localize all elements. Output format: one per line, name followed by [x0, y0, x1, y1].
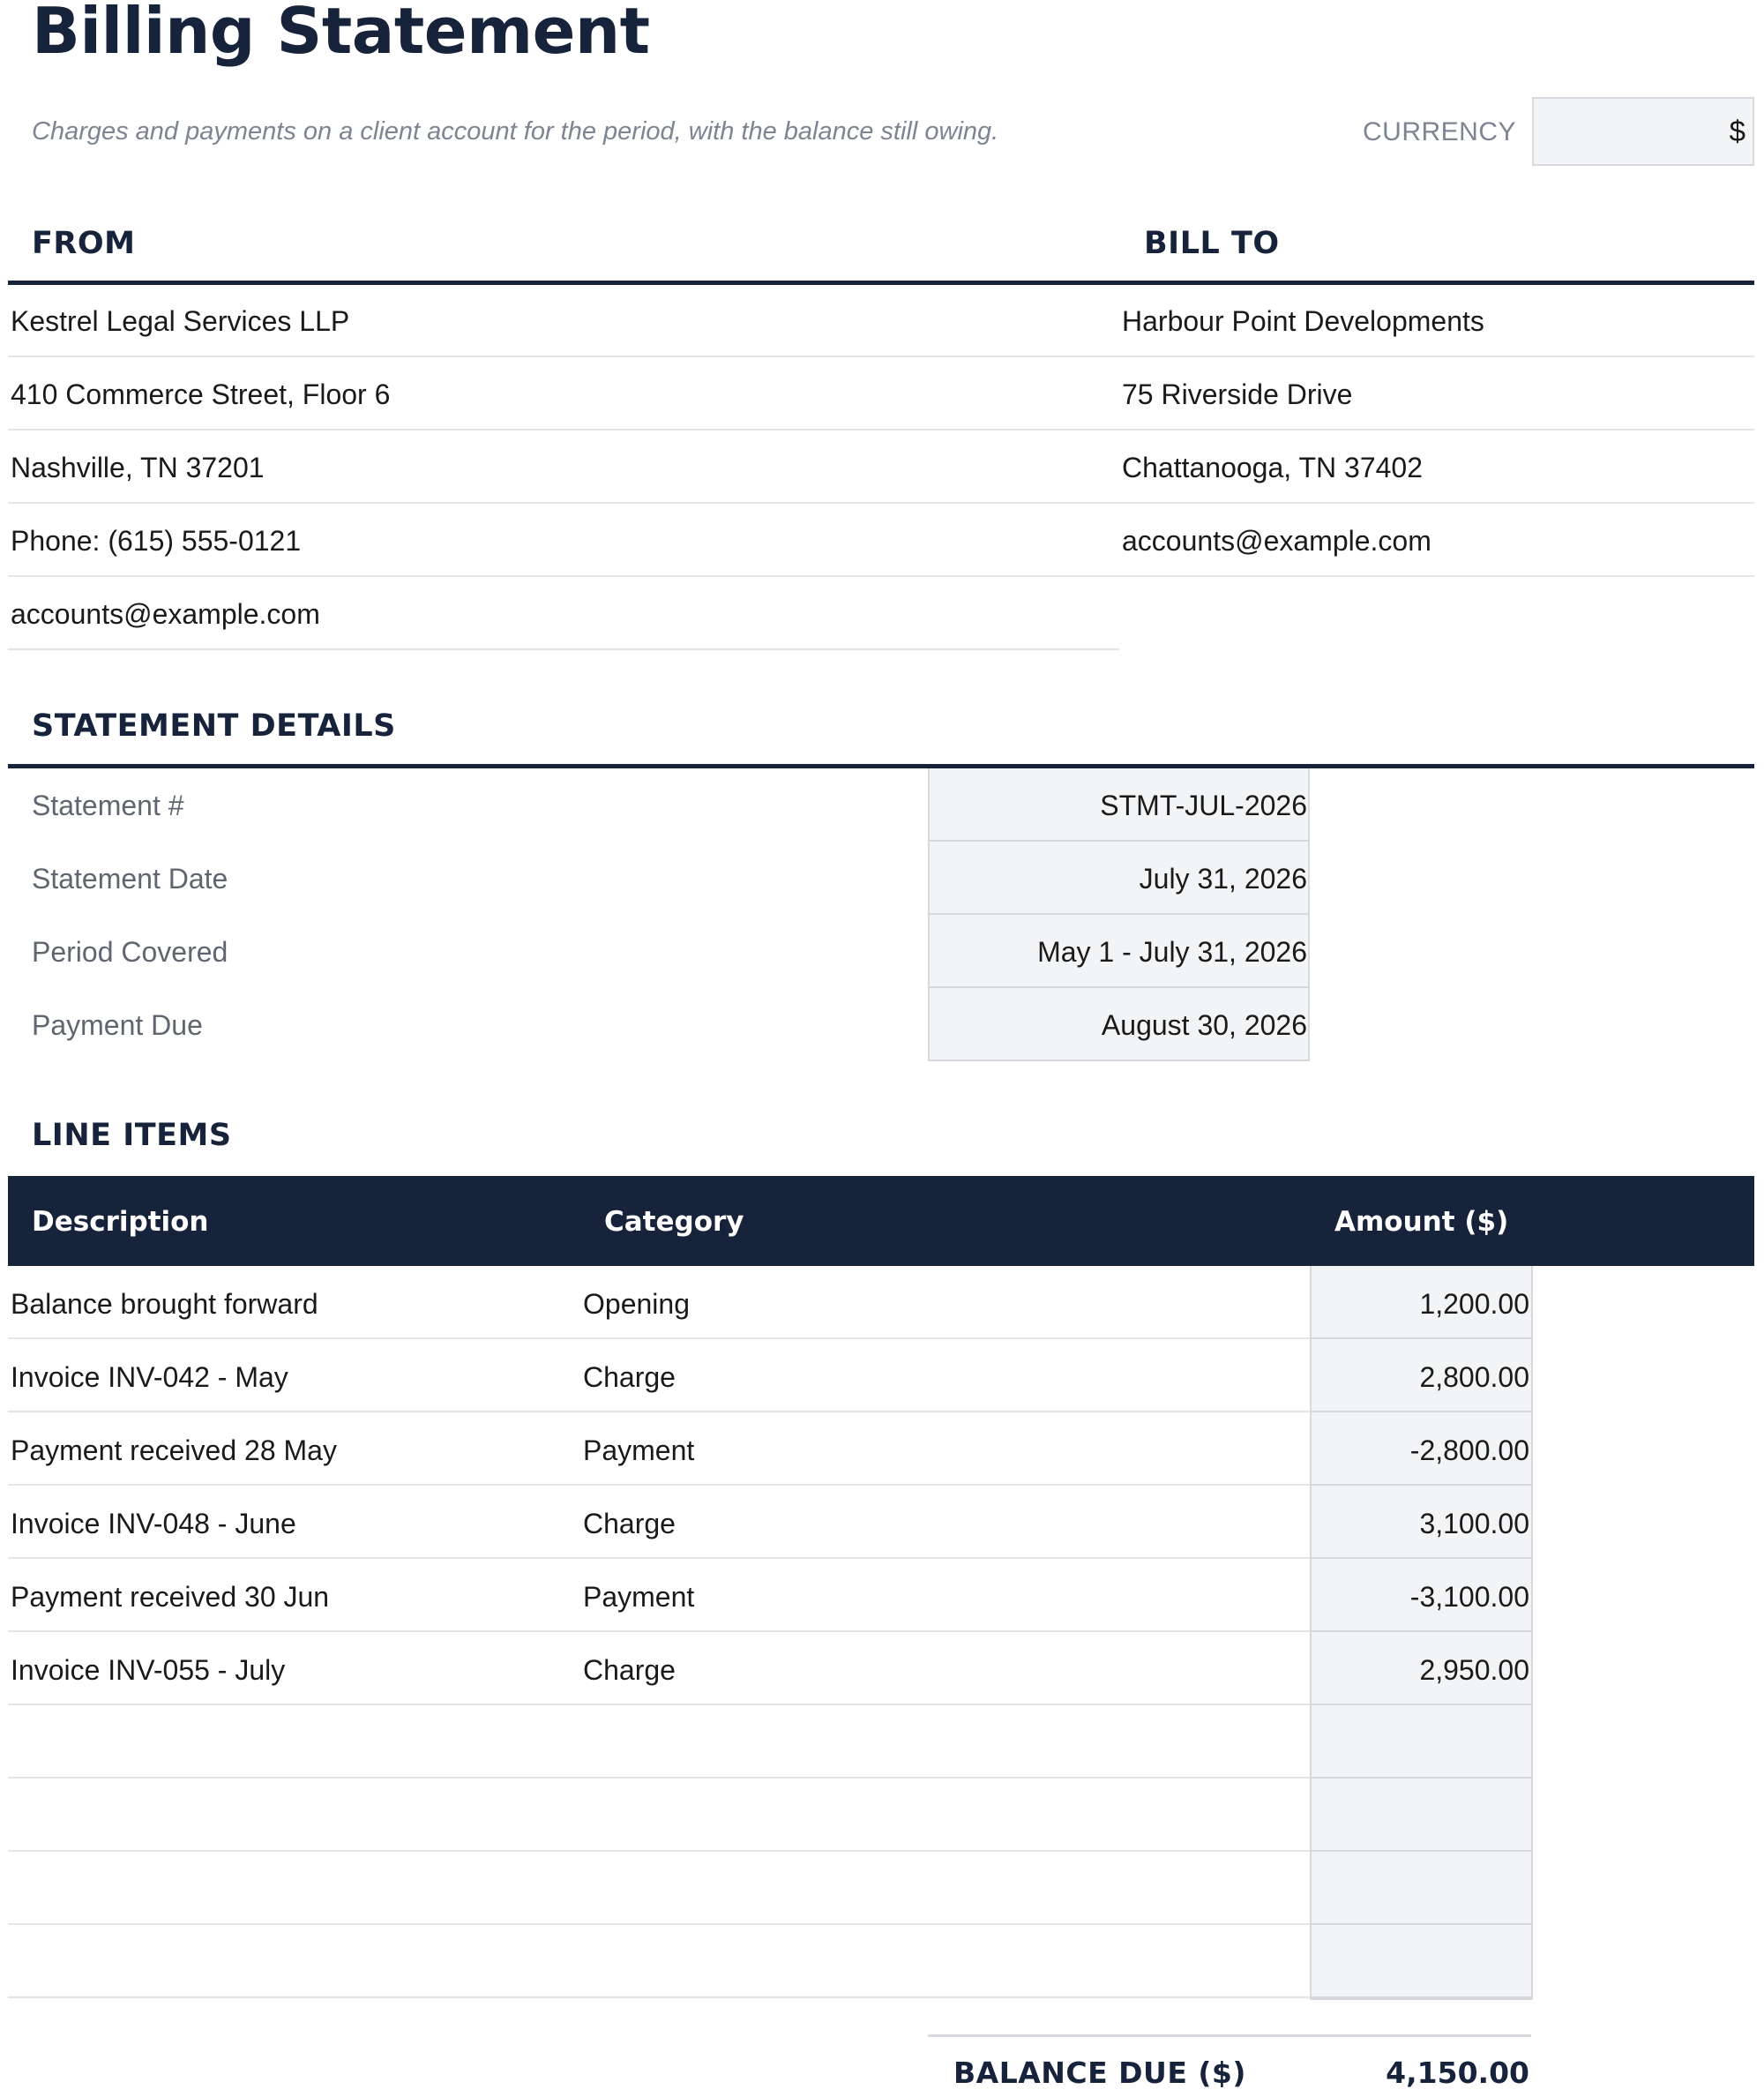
row-divider [1119, 575, 1754, 577]
details-row-divider [930, 913, 1308, 915]
amount-row-divider [1312, 1996, 1531, 1998]
table-row [0, 1779, 1764, 1852]
cell-amount[interactable]: 2,800.00 [1419, 1361, 1529, 1393]
details-label: Statement # [32, 790, 184, 821]
row-divider [1119, 429, 1754, 431]
cell-category[interactable]: Charge [583, 1654, 676, 1686]
page-subtitle: Charges and payments on a client account for the period, with the balance still owing. [32, 117, 999, 146]
cell-category[interactable]: Payment [583, 1581, 695, 1613]
details-row-divider [930, 986, 1308, 988]
from-line: accounts@example.com [11, 598, 320, 630]
details-value[interactable]: July 31, 2026 [1139, 863, 1307, 895]
bill-to-line: Harbour Point Developments [1122, 305, 1484, 337]
details-label: Payment Due [32, 1009, 203, 1041]
row-divider [8, 356, 1119, 357]
row-divider [1119, 502, 1754, 504]
column-header-category: Category [604, 1206, 744, 1238]
details-row-divider [930, 840, 1308, 842]
from-line: 410 Commerce Street, Floor 6 [11, 378, 391, 410]
cell-amount[interactable]: 3,100.00 [1419, 1508, 1529, 1539]
cell-category[interactable]: Opening [583, 1288, 690, 1320]
row-divider [8, 429, 1119, 431]
cell-amount[interactable]: -3,100.00 [1409, 1581, 1529, 1613]
statement-details-divider [8, 764, 1754, 768]
cell-description[interactable]: Invoice INV-048 - June [11, 1508, 296, 1539]
cell-amount[interactable]: -2,800.00 [1409, 1434, 1529, 1466]
currency-label: CURRENCY [1363, 117, 1517, 146]
from-line: Nashville, TN 37201 [11, 452, 265, 483]
cell-description[interactable]: Payment received 28 May [11, 1434, 337, 1466]
column-header-description: Description [32, 1206, 209, 1238]
balance-due-label: BALANCE DUE ($) [953, 2056, 1246, 2090]
cell-description[interactable]: Invoice INV-042 - May [11, 1361, 288, 1393]
bill-to-line: Chattanooga, TN 37402 [1122, 452, 1423, 483]
bill-to-line: 75 Riverside Drive [1122, 378, 1353, 410]
currency-input[interactable]: $ [1532, 97, 1754, 166]
bill-to-line: accounts@example.com [1122, 525, 1431, 557]
details-value[interactable]: August 30, 2026 [1101, 1009, 1307, 1041]
cell-description[interactable]: Invoice INV-055 - July [11, 1654, 286, 1686]
cell-category[interactable]: Charge [583, 1508, 676, 1539]
row-divider [1119, 356, 1754, 357]
cell-description[interactable]: Payment received 30 Jun [11, 1581, 330, 1613]
cell-description[interactable]: Balance brought forward [11, 1288, 318, 1320]
cell-category[interactable]: Payment [583, 1434, 695, 1466]
column-header-amount: Amount ($) [1334, 1206, 1509, 1238]
from-line: Phone: (615) 555-0121 [11, 525, 302, 557]
cell-amount[interactable]: 2,950.00 [1419, 1654, 1529, 1686]
table-row [0, 1705, 1764, 1779]
cell-amount[interactable]: 1,200.00 [1419, 1288, 1529, 1320]
address-divider [8, 281, 1754, 285]
row-divider [8, 648, 1119, 650]
balance-due-value: 4,150.00 [1386, 2056, 1529, 2090]
details-label: Statement Date [32, 863, 228, 895]
bill-to-heading: BILL TO [1144, 226, 1280, 261]
table-row [0, 1925, 1764, 1998]
table-row [0, 1852, 1764, 1925]
details-value[interactable]: STMT-JUL-2026 [1100, 790, 1307, 821]
cell-category[interactable]: Charge [583, 1361, 676, 1393]
line-items-heading: LINE ITEMS [32, 1118, 232, 1153]
page-title: Billing Statement [32, 0, 650, 68]
details-value[interactable]: May 1 - July 31, 2026 [1037, 936, 1307, 968]
row-divider [8, 502, 1119, 504]
row-divider [8, 575, 1119, 577]
from-heading: FROM [32, 226, 136, 261]
totals-divider [928, 2034, 1531, 2037]
statement-details-heading: STATEMENT DETAILS [32, 708, 396, 744]
row-divider [8, 1996, 1310, 1998]
from-line: Kestrel Legal Services LLP [11, 305, 350, 337]
details-label: Period Covered [32, 936, 228, 968]
